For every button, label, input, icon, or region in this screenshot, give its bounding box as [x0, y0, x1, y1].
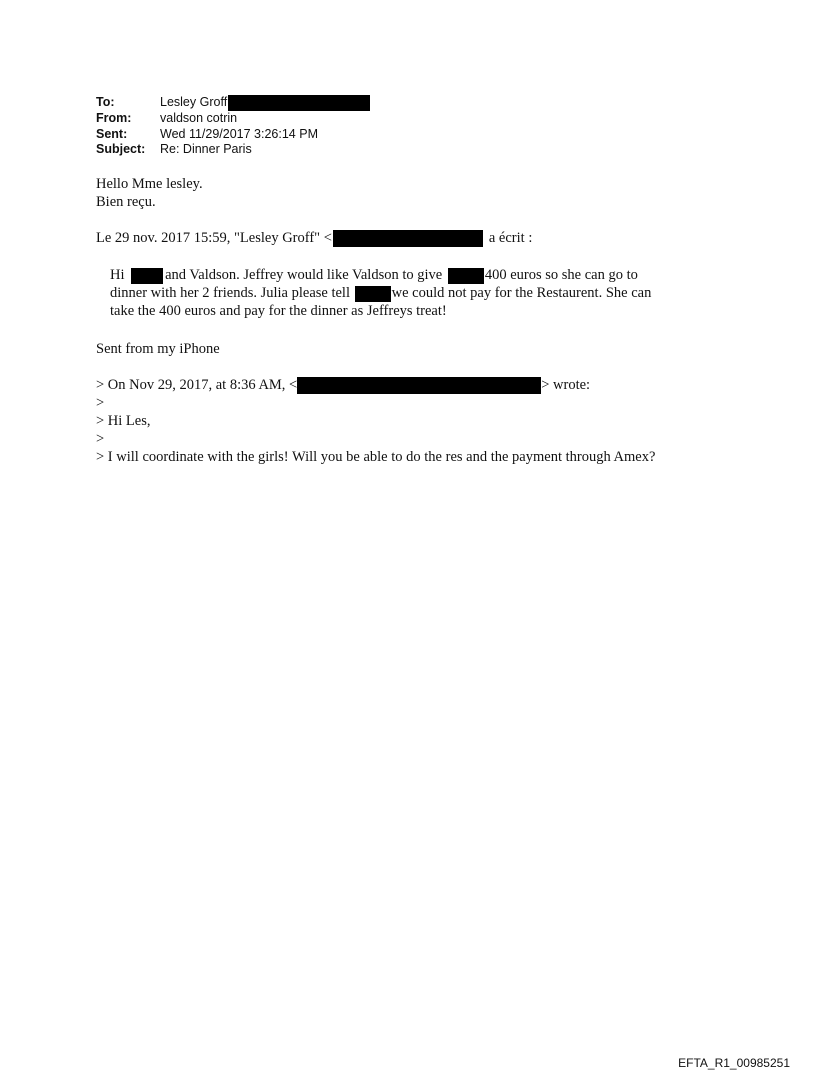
quoted-text: Hi: [110, 267, 125, 283]
to-label: To:: [96, 95, 115, 109]
quoted-message: [110, 266, 651, 320]
attribution-suffix: a écrit :: [488, 230, 533, 246]
attribution-prefix: Le 29 nov. 2017 15:59, "Lesley Groff" <: [96, 230, 332, 246]
original-line: > Hi Les,: [96, 413, 151, 430]
redaction-bar: [131, 268, 163, 284]
reply-text: [96, 175, 203, 211]
redaction-bar: [297, 377, 541, 394]
redaction-bar: [355, 286, 391, 302]
from-row: [96, 111, 370, 127]
quoted-line: [110, 266, 651, 284]
quoted-line: [110, 284, 651, 302]
original-text: > On Nov 29, 2017, at 8:36 AM, <: [96, 377, 298, 393]
reply-line: Bien reçu.: [96, 194, 156, 210]
sent-value: Wed 11/29/2017 3:26:14 PM: [160, 126, 318, 141]
quoted-text: dinner with her 2 friends. Julia please tell: [110, 285, 350, 301]
signature: Sent from my iPhone: [96, 341, 220, 357]
subject-row: [96, 142, 370, 158]
quoted-text: we could not pay for the Restaurent. She can: [391, 285, 652, 301]
sent-row: [96, 127, 370, 143]
subject-value: Re: Dinner Paris: [160, 142, 252, 156]
original-line: >: [96, 431, 105, 448]
from-value: valdson cotrin: [160, 111, 238, 125]
original-line: > I will coordinate with the girls! Will you be able to do the res and the payment through Amex?: [96, 449, 656, 466]
subject-label: Subject:: [96, 142, 146, 156]
document-id: EFTA_R1_00985251: [678, 1056, 790, 1070]
original-line: >: [96, 395, 105, 412]
quoted-text: and Valdson. Jeffrey would like Valdson to give: [165, 267, 443, 283]
email-header: [96, 95, 370, 158]
redaction-bar: [228, 95, 370, 111]
quoted-line: take the 400 euros and pay for the dinner as Jeffreys treat!: [110, 303, 447, 319]
sent-label: Sent:: [96, 126, 128, 141]
reply-line: Hello Mme lesley.: [96, 176, 203, 192]
redaction-bar: [333, 230, 483, 247]
to-value: Lesley Groff: [160, 95, 228, 110]
quoted-text: 400 euros so she can go to: [484, 267, 638, 283]
original-message: [96, 376, 655, 466]
redaction-bar: [448, 268, 484, 284]
original-line: [96, 376, 655, 394]
original-text: > wrote:: [541, 377, 591, 393]
attribution-line: [96, 229, 532, 247]
from-label: From:: [96, 111, 132, 125]
to-row: [96, 95, 370, 111]
